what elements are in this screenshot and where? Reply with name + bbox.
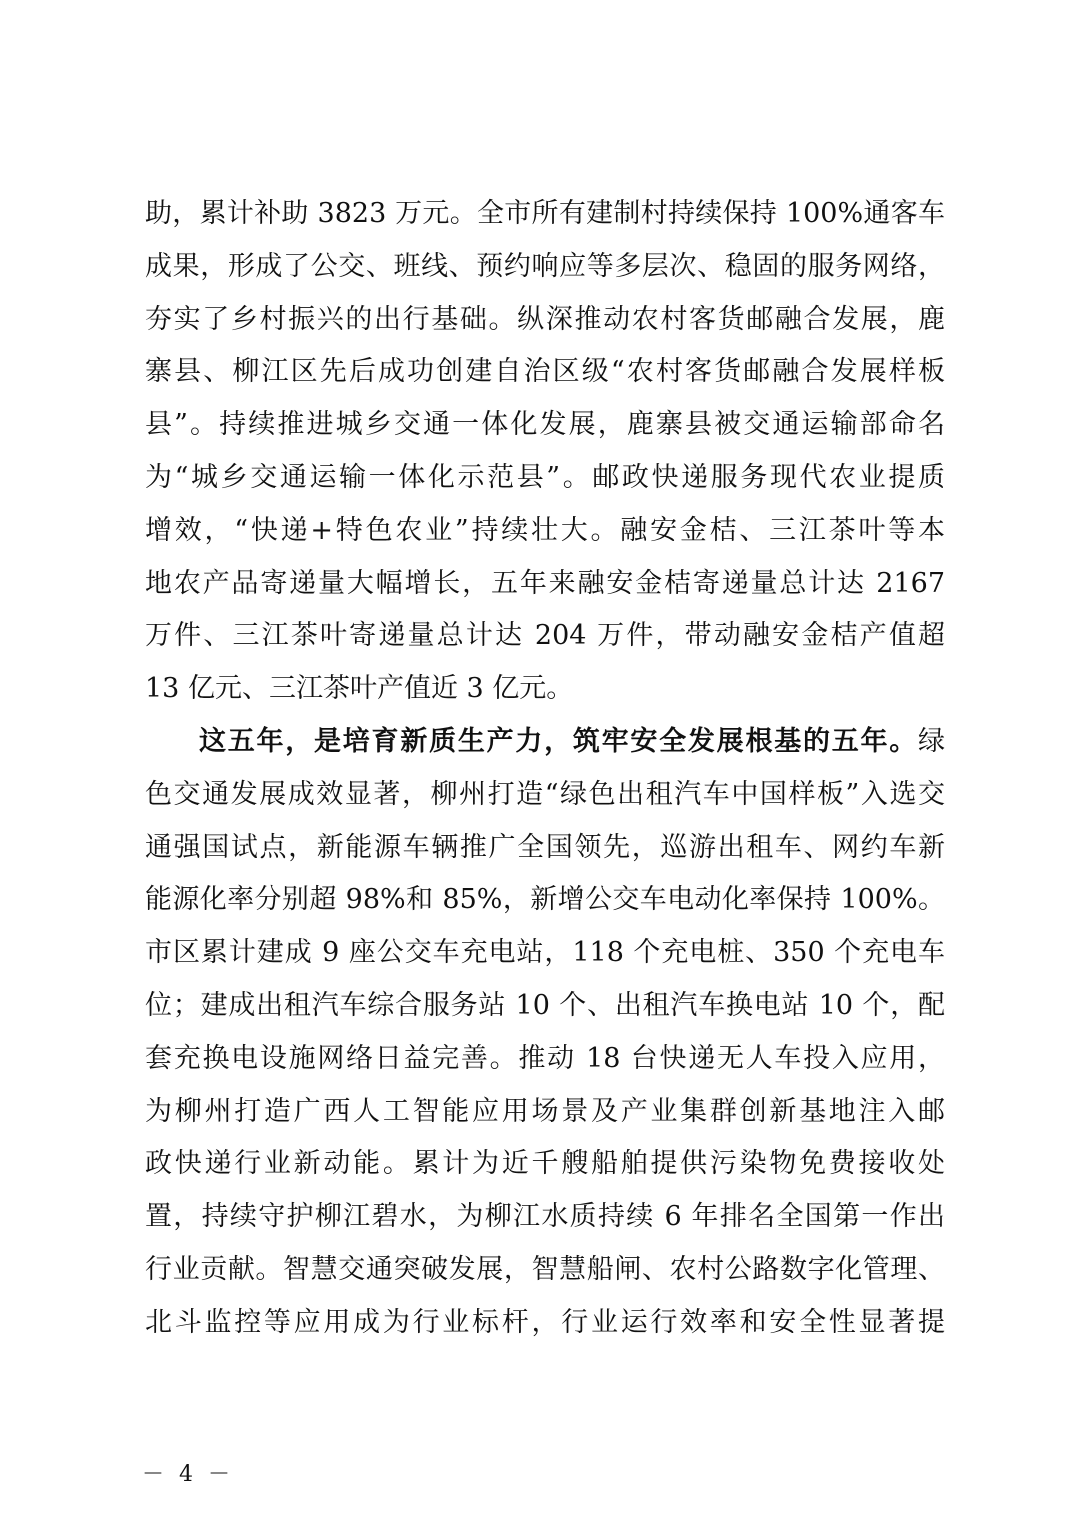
paragraph-lead-line bbox=[145, 716, 945, 769]
text-line: 增效，“快递+特色农业”持续壮大。融安金桔、三江茶叶等本 bbox=[145, 514, 945, 546]
text-line: 成果，形成了公交、班线、预约响应等多层次、稳固的服务网络， bbox=[145, 250, 945, 282]
text-line: 位；建成出租汽车综合服务站 10 个、出租汽车换电站 10 个，配 bbox=[145, 989, 945, 1021]
paragraph-lead-sentence: 这五年，是培育新质生产力，筑牢安全发展根基的五年。 bbox=[199, 725, 918, 757]
text-line: 为“城乡交通运输一体化示范县”。邮政快递服务现代农业提质 bbox=[145, 461, 945, 493]
text-line: 能源化率分别超 98%和 85%，新增公交车电动化率保持 100%。 bbox=[145, 884, 945, 916]
page-number: － 4 － bbox=[142, 1462, 234, 1487]
text-line: 助，累计补助 3823 万元。全市所有建制村持续保持 100%通客车 bbox=[145, 198, 945, 229]
text-line: 13 亿元、三江茶叶产值近 3 亿元。 bbox=[145, 673, 574, 705]
text-line: 寨县、柳江区先后成功创建自治区级“农村客货邮融合发展样板 bbox=[145, 356, 945, 388]
text-line: 置，持续守护柳江碧水，为柳江水质持续 6 年排名全国第一作出 bbox=[145, 1201, 945, 1233]
text-line: 县”。持续推进城乡交通一体化发展，鹿寨县被交通运输部命名 bbox=[145, 409, 945, 441]
text-line: 夯实了乡村振兴的出行基础。纵深推动农村客货邮融合发展，鹿 bbox=[145, 303, 945, 335]
text-line: 北斗监控等应用成为行业标杆，行业运行效率和安全性显著提 bbox=[145, 1306, 945, 1338]
body-text bbox=[145, 188, 945, 1350]
text-line: 市区累计建成 9 座公交车充电站，118 个充电桩、350 个充电车 bbox=[145, 937, 945, 969]
text-line: 为柳州打造广西人工智能应用场景及产业集群创新基地注入邮 bbox=[145, 1095, 945, 1127]
text-line: 万件、三江茶叶寄递量总计达 204 万件，带动融安金桔产值超 bbox=[145, 620, 945, 652]
text-line: 地农产品寄递量大幅增长，五年来融安金桔寄递量总计达 2167 bbox=[145, 567, 945, 599]
text-fragment: 绿 bbox=[918, 725, 945, 757]
text-line: 套充换电设施网络日益完善。推动 18 台快递无人车投入应用， bbox=[145, 1042, 945, 1074]
text-line: 行业贡献。智慧交通突破发展，智慧船闸、农村公路数字化管理、 bbox=[145, 1253, 945, 1285]
text-line: 色交通发展成效显著，柳州打造“绿色出租汽车中国样板”入选交 bbox=[145, 778, 945, 810]
text-line: 政快递行业新动能。累计为近千艘船舶提供污染物免费接收处 bbox=[145, 1148, 945, 1180]
text-line: 通强国试点，新能源车辆推广全国领先，巡游出租车、网约车新 bbox=[145, 831, 945, 863]
